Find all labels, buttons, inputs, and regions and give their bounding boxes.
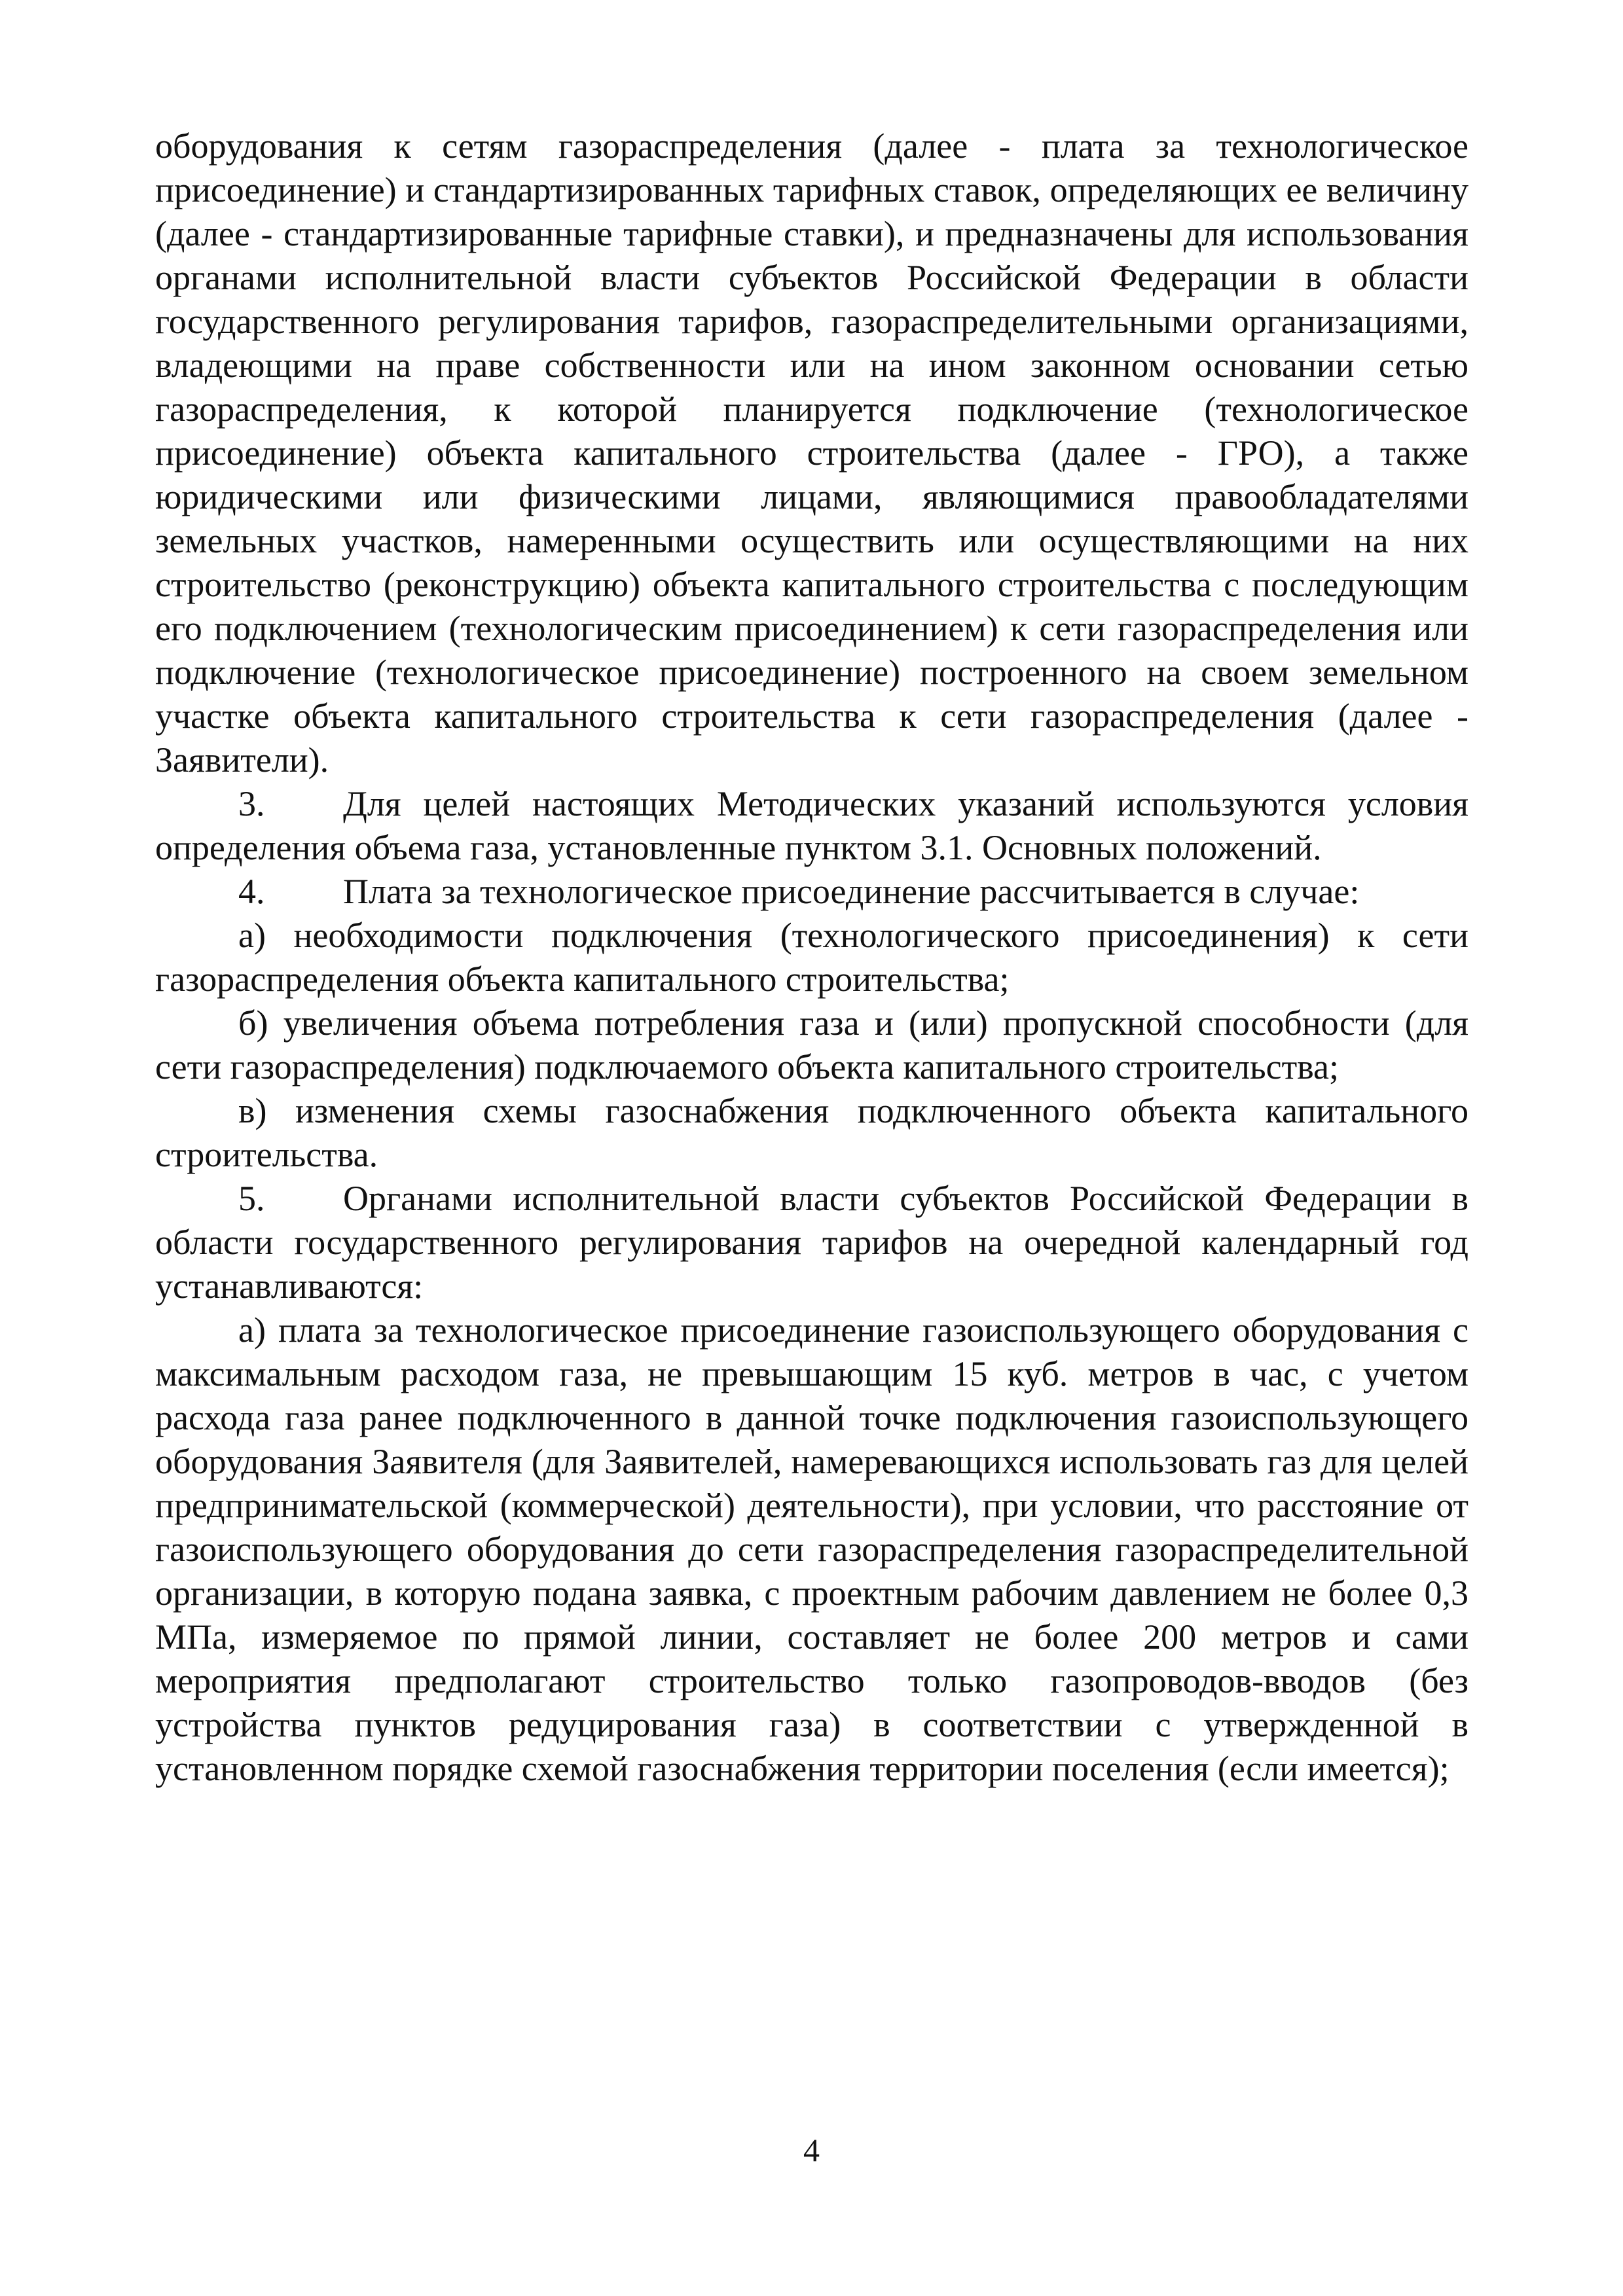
paragraph-text: Органами исполнительной власти субъектов Российской Федерации в области государственного регулирования тарифов на очередной календарный год устанавливаются:: [155, 1179, 1468, 1306]
subitem-v: в) изменения схемы газоснабжения подключенного объекта капитального строительства.: [155, 1091, 1468, 1174]
paragraph-item-5: [155, 1177, 1468, 1308]
item-number: 4.: [238, 872, 265, 911]
paragraph-text: Плата за технологическое присоединение рассчитывается в случае:: [343, 872, 1360, 911]
item-number: 3.: [238, 784, 265, 823]
subitem-5a: а) плата за технологическое присоединение газоиспользующего оборудования с максимальным расходом газа, не превышающим 15 куб. метров в час, с учетом расхода газа ранее подключенного в данной точке подключения газоиспользующего оборудования Заявителя (для Заявителей, намеревающихся использовать газ для целей предпринимательской (коммерческой) деятельности), при условии, что расстояние от газоиспользующего оборудования до сети газораспределения газораспределительной организации, в которую подана заявка, с проектным рабочим давлением не более 0,3 МПа, измеряемое по прямой линии, составляет не более 200 метров и сами мероприятия предполагают строительство только газопроводов-вводов (без устройства пунктов редуцирования газа) в соответствии с утвержденной в установленном порядке схемой газоснабжения территории поселения (если имеется);: [155, 1310, 1468, 1788]
subitem-a: а) необходимости подключения (технологического присоединения) к сети газораспределения объекта капитального строительства;: [155, 916, 1468, 999]
paragraph-item-4: [155, 870, 1468, 914]
paragraph-item-3: [155, 782, 1468, 870]
subitem-b: б) увеличения объема потребления газа и (или) пропускной способности (для сети газораспределения) подключаемого объекта капитального строительства;: [155, 1003, 1468, 1086]
paragraph-text: Для целей настоящих Методических указаний используются условия определения объема газа, установленные пунктом 3.1. Основных положений.: [155, 784, 1468, 867]
document-body: [155, 124, 1468, 1791]
page-number: 4: [803, 2132, 820, 2168]
item-number: 5.: [238, 1179, 265, 1218]
paragraph-continuation: оборудования к сетям газораспределения (далее - плата за технологическое присоединение) и стандартизированных тарифных ставок, определяющих ее величину (далее - стандартизированные тарифные ставки), и предназначены для использования органами исполнительной власти субъектов Российской Федерации в области государственного регулирования тарифов, газораспределительными организациями, владеющими на праве собственности или на ином законном основании сетью газораспределения, к которой планируется подключение (технологическое присоединение) объекта капитального строительства (далее - ГРО), а также юридическими или физическими лицами, являющимися правообладателями земельных участков, намеренными осуществить или осуществляющими на них строительство (реконструкцию) объекта капитального строительства с последующим его подключением (технологическим присоединением) к сети газораспределения или подключение (технологическое присоединение) построенного на своем земельном участке объекта капитального строительства к сети газораспределения (далее - Заявители).: [155, 126, 1468, 780]
